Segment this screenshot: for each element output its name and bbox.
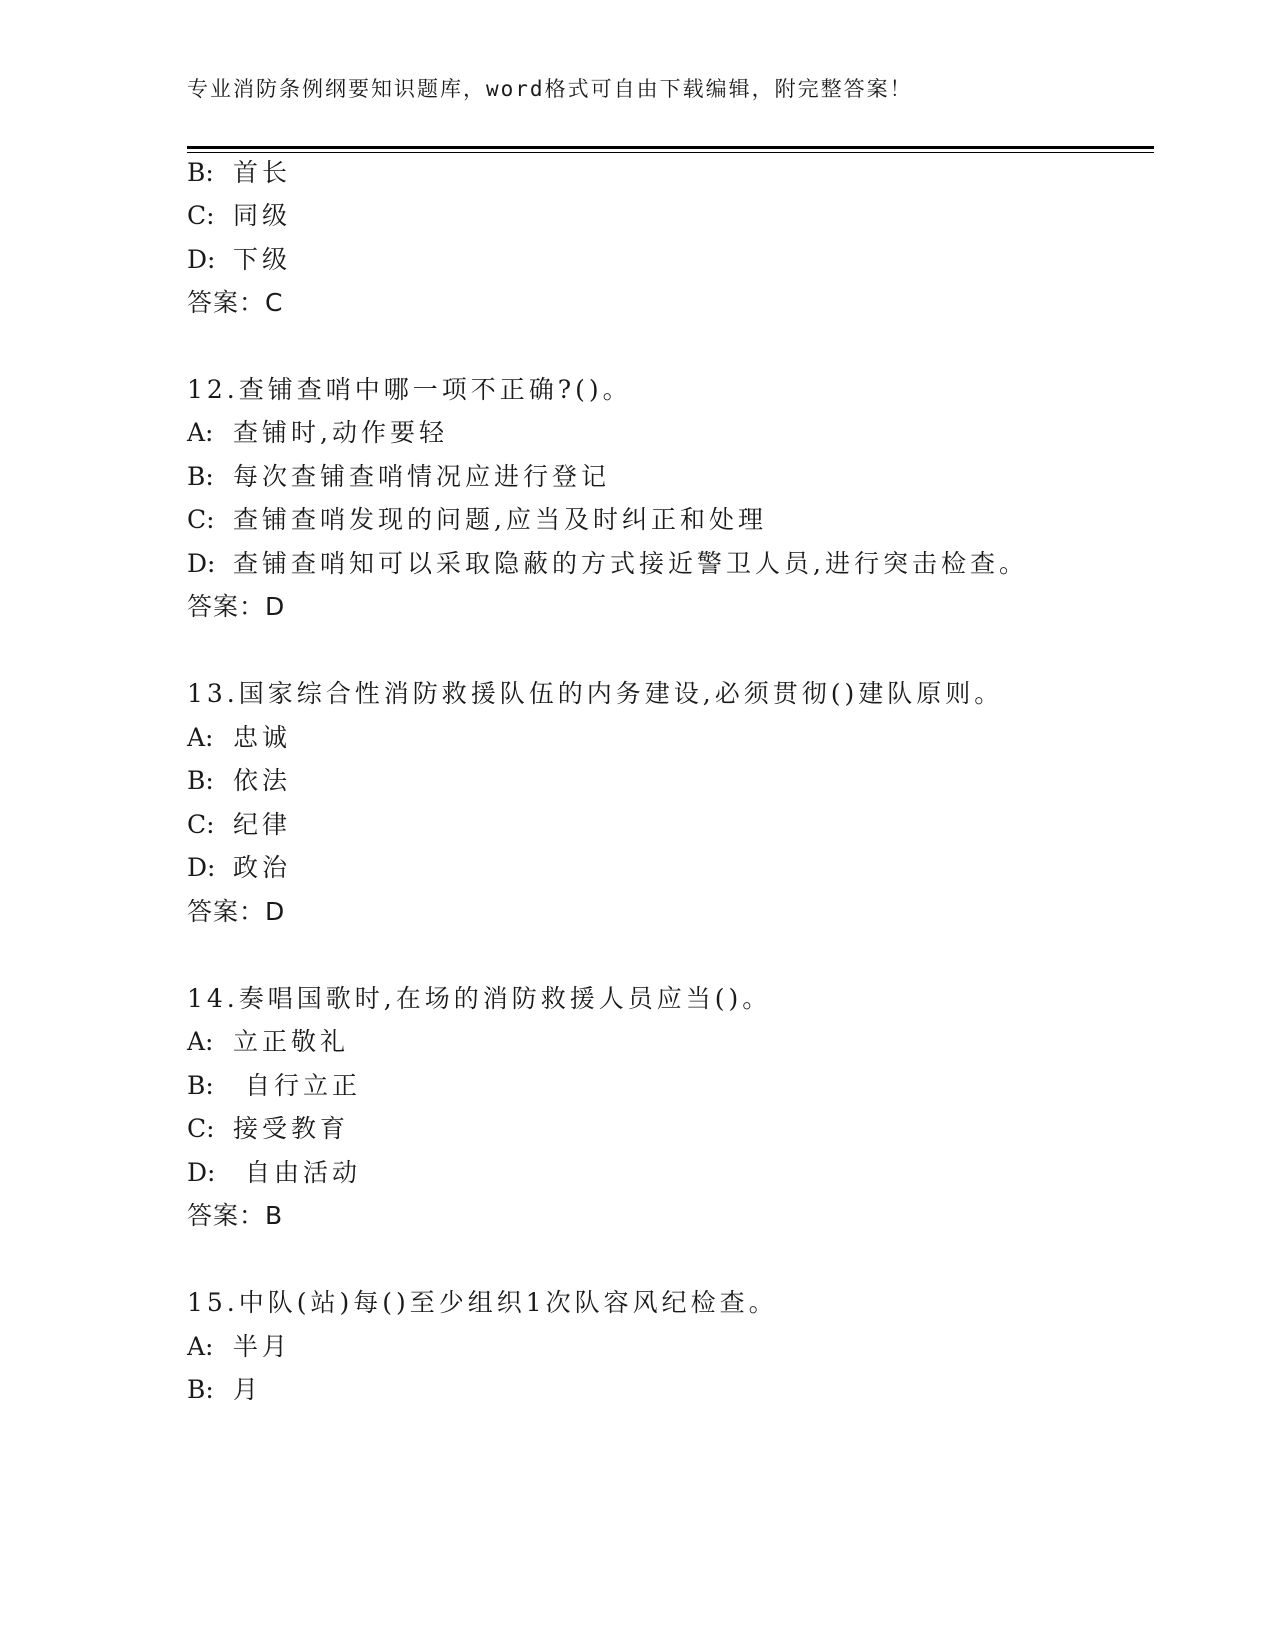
- option-text: 忠诚: [233, 723, 292, 752]
- option-c: [187, 1112, 349, 1146]
- header-divider-thick: [187, 146, 1154, 149]
- option-d: [187, 243, 291, 277]
- option-key: D:: [187, 853, 216, 882]
- option-key: B:: [187, 1071, 214, 1100]
- option-b: [187, 156, 291, 190]
- option-key: B:: [187, 158, 214, 187]
- option-key: B:: [187, 1375, 214, 1404]
- option-text: 依法: [233, 766, 292, 795]
- option-key: C:: [187, 810, 215, 839]
- answer-line: 答案：C: [187, 288, 284, 317]
- option-key: B:: [187, 462, 214, 491]
- option-key: B:: [187, 766, 214, 795]
- option-a: [187, 416, 448, 450]
- option-text: 半月: [233, 1332, 292, 1361]
- option-text: 纪律: [233, 810, 292, 839]
- option-a: [187, 721, 291, 755]
- option-text: 每次查铺查哨情况应进行登记: [233, 462, 611, 491]
- option-d: [187, 547, 1028, 581]
- option-d: [187, 1156, 361, 1190]
- option-text: 首长: [233, 158, 292, 187]
- option-text: 立正敬礼: [233, 1027, 350, 1056]
- option-b: [187, 1373, 262, 1407]
- option-key: A:: [187, 723, 214, 752]
- question-stem: 13.国家综合性消防救援队伍的内务建设,必须贯彻()建队原则。: [187, 679, 1004, 708]
- option-a: [187, 1025, 349, 1059]
- option-text: 政治: [233, 853, 292, 882]
- option-key: D:: [187, 1158, 216, 1187]
- option-key: A:: [187, 1027, 214, 1056]
- option-text: 自行立正: [233, 1071, 361, 1100]
- header-divider-thin: [187, 152, 1154, 153]
- option-key: C:: [187, 505, 215, 534]
- option-b: [187, 764, 291, 798]
- option-b: [187, 1069, 361, 1103]
- option-key: A:: [187, 418, 214, 447]
- option-c: [187, 199, 291, 233]
- question-stem: 12.查铺查哨中哪一项不正确?()。: [187, 375, 632, 404]
- option-text: 同级: [233, 201, 292, 230]
- option-key: D:: [187, 245, 216, 274]
- option-a: [187, 1330, 291, 1364]
- option-key: A:: [187, 1332, 214, 1361]
- option-key: C:: [187, 1114, 215, 1143]
- question-stem: 15.中队(站)每()至少组织1次队容风纪检查。: [187, 1288, 778, 1317]
- option-text: 查铺查哨知可以采取隐蔽的方式接近警卫人员,进行突击检查。: [233, 549, 1028, 578]
- option-text: 接受教育: [233, 1114, 350, 1143]
- answer-line: 答案：B: [187, 1201, 284, 1230]
- option-b: [187, 460, 610, 494]
- option-text: 查铺时,动作要轻: [233, 418, 448, 447]
- option-text: 自由活动: [233, 1158, 361, 1187]
- answer-line: 答案：D: [187, 897, 286, 926]
- option-key: D:: [187, 549, 216, 578]
- option-text: 下级: [233, 245, 292, 274]
- page-header: 专业消防条例纲要知识题库，word格式可自由下载编辑，附完整答案！: [187, 77, 913, 101]
- question-stem: 14.奏唱国歌时,在场的消防救援人员应当()。: [187, 984, 772, 1013]
- option-text: 月: [233, 1375, 263, 1404]
- option-c: [187, 808, 291, 842]
- option-key: C:: [187, 201, 215, 230]
- option-c: [187, 503, 767, 537]
- option-d: [187, 851, 291, 885]
- answer-line: 答案：D: [187, 592, 286, 621]
- option-text: 查铺查哨发现的问题,应当及时纠正和处理: [233, 505, 767, 534]
